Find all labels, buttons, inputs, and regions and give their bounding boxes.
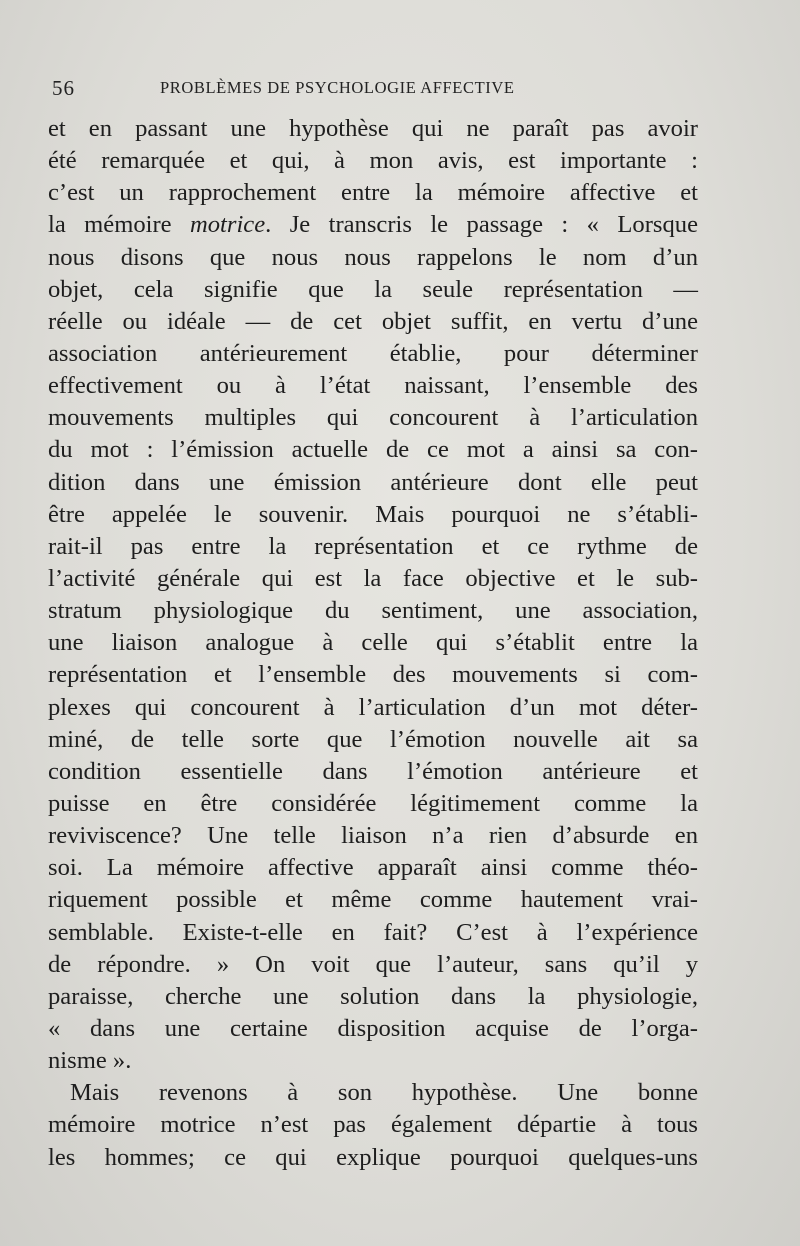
text-line: association antérieurement établie, pour déterminer bbox=[48, 339, 698, 367]
text-line: représentation et l’ensemble des mouvements si com- bbox=[48, 661, 698, 689]
text-line: et en passant une hypothèse qui ne paraît pas avoir bbox=[48, 115, 698, 142]
text-line: plexes qui concourent à l’articulation d’un mot déter- bbox=[48, 693, 698, 721]
text-line: été remarquée et qui, à mon avis, est importante : bbox=[48, 147, 698, 175]
text-line: Mais revenons à son hypothèse. Une bonne bbox=[70, 1079, 698, 1107]
page-number: 56 bbox=[52, 76, 75, 100]
text-line: paraisse, cherche une solution dans la physiologie, bbox=[48, 982, 698, 1010]
text-line: mouvements multiples qui concourent à l’articulation bbox=[48, 404, 698, 432]
running-title: PROBLÈMES DE PSYCHOLOGIE AFFECTIVE bbox=[160, 78, 515, 97]
text-line: du mot : l’émission actuelle de ce mot a ainsi sa con- bbox=[48, 436, 698, 464]
text-line: soi. La mémoire affective apparaît ainsi comme théo- bbox=[48, 854, 698, 882]
text-line: mémoire motrice n’est pas également départie à tous bbox=[48, 1111, 698, 1139]
body-text bbox=[48, 113, 698, 1174]
text-line: stratum physiologique du sentiment, une association, bbox=[48, 597, 698, 625]
paragraph-1 bbox=[48, 113, 698, 1077]
text-line: de répondre. » On voit que l’auteur, sans qu’il y bbox=[48, 950, 698, 978]
text-line-mixed bbox=[48, 209, 698, 241]
text-line: une liaison analogue à celle qui s’établit entre la bbox=[48, 629, 698, 657]
italic-word: motrice bbox=[190, 211, 266, 239]
text-line: réelle ou idéale — de cet objet suffit, en vertu d’une bbox=[48, 307, 698, 335]
text-line: « dans une certaine disposition acquise de l’orga- bbox=[48, 1014, 698, 1042]
text-line: c’est un rapprochement entre la mémoire affective et bbox=[48, 179, 698, 207]
text-line: l’activité générale qui est la face objective et le sub- bbox=[48, 564, 698, 592]
text-line: semblable. Existe-t-elle en fait? C’est à l’expérience bbox=[48, 918, 698, 946]
text-line: nous disons que nous nous rappelons le nom d’un bbox=[48, 243, 698, 271]
text-segment: la mémoire bbox=[48, 211, 190, 239]
text-line: dition dans une émission antérieure dont elle peut bbox=[48, 468, 698, 496]
text-line: nisme ». bbox=[48, 1047, 132, 1075]
text-line: objet, cela signifie que la seule représentation — bbox=[48, 275, 698, 303]
text-line: riquement possible et même comme hautement vrai- bbox=[48, 886, 698, 914]
text-line: être appelée le souvenir. Mais pourquoi ne s’établi- bbox=[48, 500, 698, 528]
text-line: effectivement ou à l’état naissant, l’ensemble des bbox=[48, 372, 698, 400]
text-line: les hommes; ce qui explique pourquoi quelques-uns bbox=[48, 1143, 698, 1171]
page-header bbox=[52, 76, 702, 102]
text-segment: . Je transcris le passage : « Lorsque bbox=[265, 211, 698, 239]
text-line: puisse en être considérée légitimement comme la bbox=[48, 789, 698, 817]
paragraph-2 bbox=[48, 1077, 698, 1173]
text-line: reviviscence? Une telle liaison n’a rien d’absurde en bbox=[48, 822, 698, 850]
text-line: condition essentielle dans l’émotion antérieure et bbox=[48, 757, 698, 785]
text-line: miné, de telle sorte que l’émotion nouvelle ait sa bbox=[48, 725, 698, 753]
text-line: rait-il pas entre la représentation et ce rythme de bbox=[48, 532, 698, 560]
